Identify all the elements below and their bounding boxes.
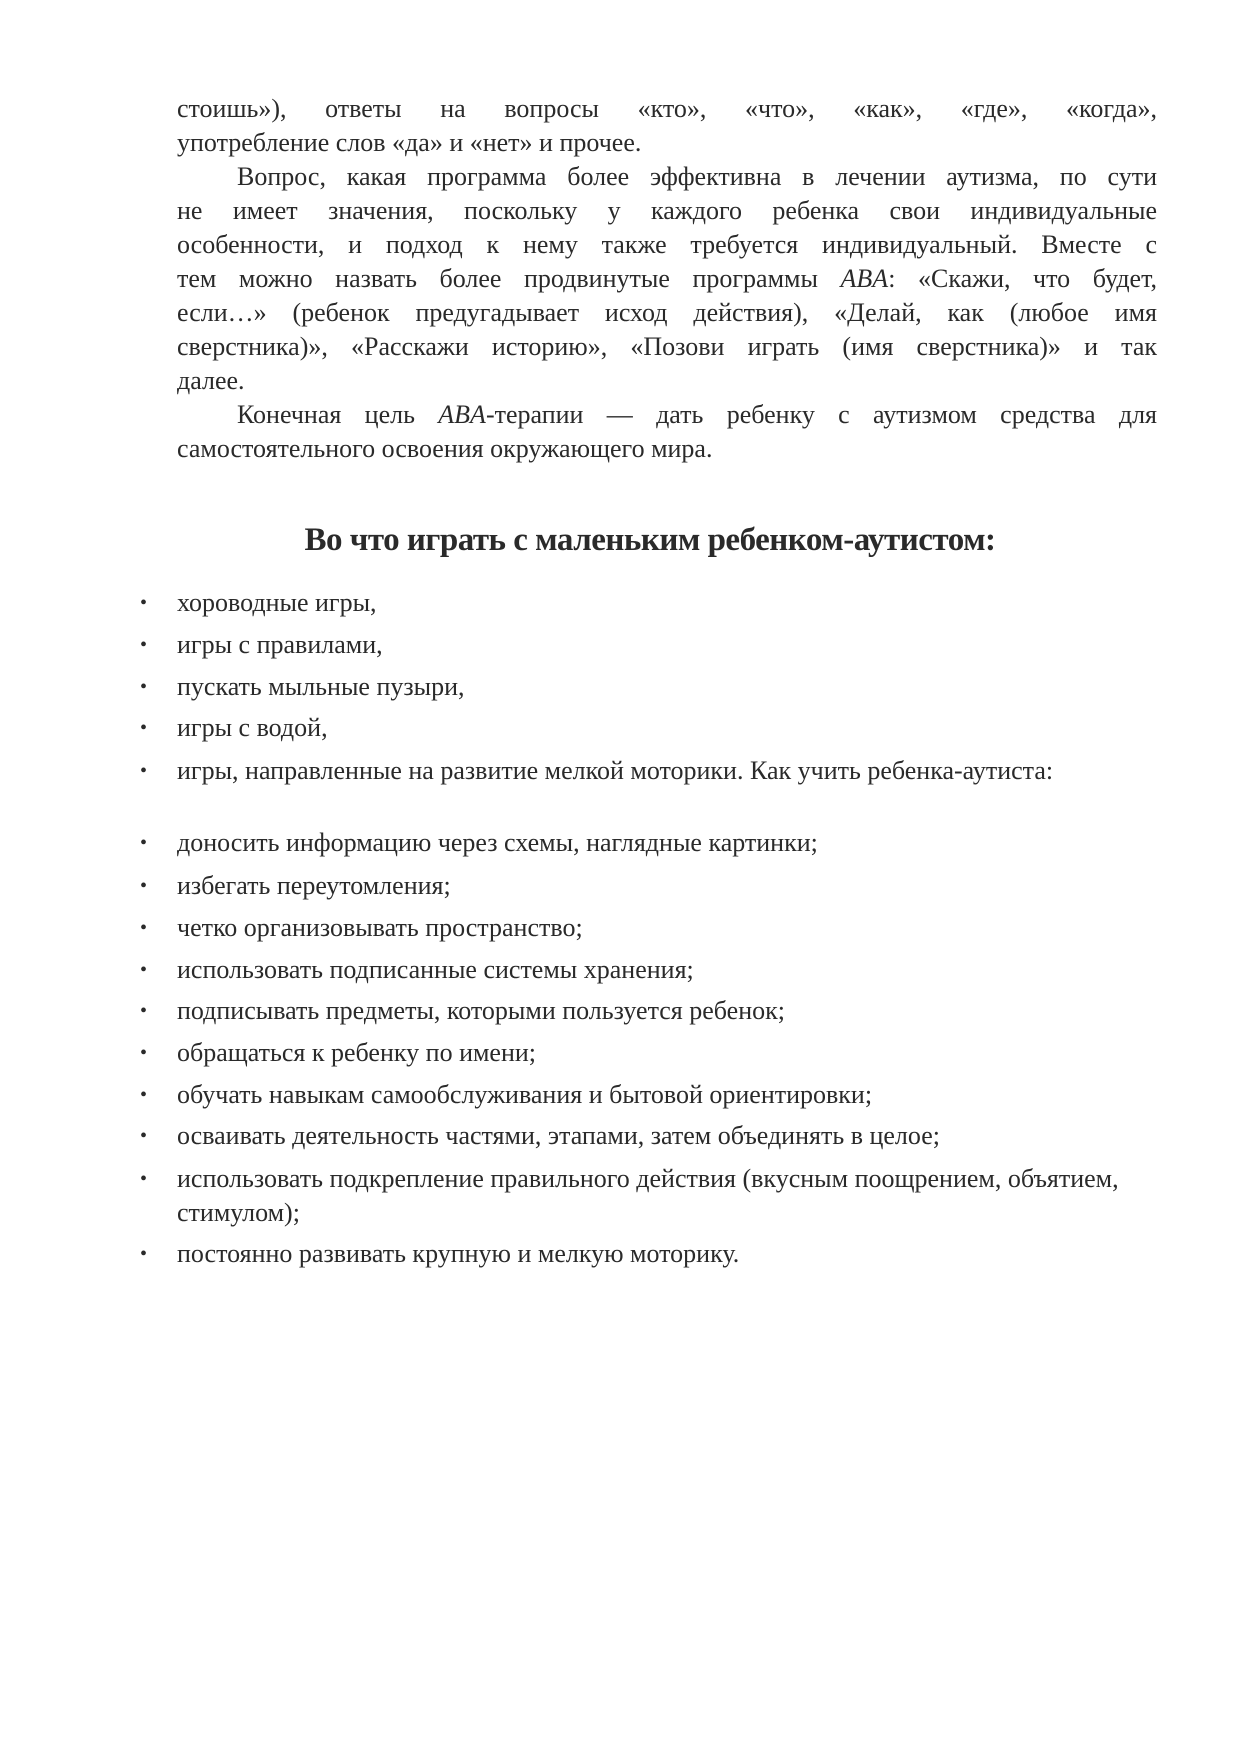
text-line: [177, 400, 1157, 430]
bullet-icon: •: [140, 832, 148, 854]
list-item-text: обращаться к ребенку по имени;: [177, 1038, 537, 1067]
text: тем можно назвать более продвинутые программы: [177, 264, 841, 293]
aba-term: ABA: [840, 264, 889, 293]
aba-term: ABA: [438, 400, 486, 429]
list-item-text: постоянно развивать крупную и мелкую моторику.: [177, 1239, 740, 1268]
bullet-icon: •: [140, 676, 148, 698]
bullet-icon: •: [140, 1084, 148, 1106]
list-item-text: избегать переутомления;: [177, 871, 451, 900]
text-line: не имеет значения, поскольку у каждого ребенка свои индивидуальные: [177, 196, 1157, 225]
list-item-text: обучать навыкам самообслуживания и бытовой ориентировки;: [177, 1080, 873, 1109]
list-item-text: подписывать предметы, которыми пользуется ребенок;: [177, 996, 785, 1025]
bullet-icon: •: [140, 875, 148, 897]
text-line: сверстника)», «Расскажи историю», «Позови играть (имя сверстника)» и так: [177, 332, 1157, 361]
list-item-text: игры с правилами,: [177, 630, 383, 659]
bullet-icon: •: [140, 917, 148, 939]
list-item-text: четко организовывать пространство;: [177, 913, 583, 942]
list-item-text: использовать подкрепление правильного действия (вкусным поощрением, объятием, стимулом);: [177, 1164, 1119, 1227]
bullet-icon: •: [140, 1243, 148, 1265]
list-item-text: доносить информацию через схемы, наглядные картинки;: [177, 828, 818, 857]
bullet-icon: •: [140, 634, 148, 656]
text: -терапии — дать ребенку с аутизмом средства для: [485, 400, 1157, 429]
bullet-icon: •: [140, 1168, 148, 1190]
text-line: особенности, и подход к нему также требуется индивидуальный. Вместе с: [177, 230, 1157, 259]
bullet-icon: •: [140, 717, 148, 739]
bullet-icon: •: [140, 592, 148, 614]
text-line: Вопрос, какая программа более эффективна в лечении аутизма, по сути: [237, 162, 1157, 191]
bullet-icon: •: [140, 760, 148, 782]
list-item-text: пускать мыльные пузыри,: [177, 672, 465, 701]
list-item-text: хороводные игры,: [177, 588, 377, 617]
text-line: если…» (ребенок предугадывает исход действия), «Делай, как (любое имя: [177, 298, 1157, 327]
text-line: [177, 264, 1157, 294]
list-item-text: игры с водой,: [177, 713, 328, 742]
list-item-text: игры, направленные на развитие мелкой моторики. Как учить ребенка-аутиста:: [177, 756, 1054, 785]
text-line: стоишь»), ответы на вопросы «кто», «что», «как», «где», «когда»,: [177, 94, 1157, 123]
list-item-text: использовать подписанные системы хранения;: [177, 955, 694, 984]
bullet-icon: •: [140, 1000, 148, 1022]
text-line: самостоятельного освоения окружающего мира.: [177, 434, 713, 463]
text: : «Скажи, что будет,: [888, 264, 1158, 293]
text-line: далее.: [177, 366, 245, 395]
section-heading: Во что играть с маленьким ребенком-аутистом:: [304, 522, 996, 558]
list-item-text: осваивать деятельность частями, этапами, затем объединять в целое;: [177, 1121, 940, 1150]
bullet-icon: •: [140, 1042, 148, 1064]
text: Конечная цель: [237, 400, 439, 429]
bullet-icon: •: [140, 959, 148, 981]
bullet-icon: •: [140, 1125, 148, 1147]
text-line: употребление слов «да» и «нет» и прочее.: [177, 128, 642, 157]
